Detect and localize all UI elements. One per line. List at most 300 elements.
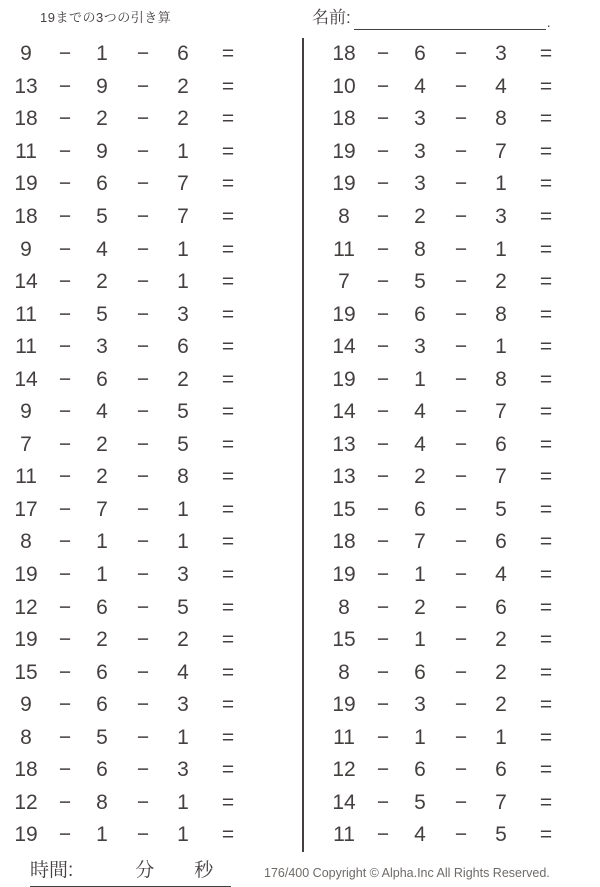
operand-2: 6 bbox=[414, 42, 426, 66]
operand-3: 5 bbox=[495, 823, 507, 847]
minus-sign: − bbox=[454, 823, 468, 847]
problem-row bbox=[2, 168, 304, 201]
equals-sign: = bbox=[221, 302, 235, 326]
operand-1: 18 bbox=[14, 205, 38, 228]
minus-sign: − bbox=[136, 270, 150, 294]
equals-sign: = bbox=[221, 693, 235, 717]
operand-2: 5 bbox=[414, 270, 426, 294]
minus-sign: − bbox=[454, 139, 468, 163]
minus-sign: − bbox=[136, 367, 150, 391]
minus-sign: − bbox=[58, 530, 72, 554]
operand-2: 2 bbox=[414, 595, 426, 619]
minus-sign: − bbox=[454, 660, 468, 684]
operand-1: 14 bbox=[332, 335, 356, 359]
problem-row bbox=[2, 429, 304, 462]
equals-sign: = bbox=[221, 628, 235, 652]
minus-sign: − bbox=[454, 758, 468, 782]
operand-2: 2 bbox=[96, 432, 108, 456]
problem-row bbox=[320, 168, 600, 201]
equals-sign: = bbox=[539, 563, 553, 587]
minus-sign: − bbox=[376, 367, 390, 391]
problem-row bbox=[2, 754, 304, 787]
problem-row bbox=[2, 559, 304, 592]
operand-3: 3 bbox=[177, 563, 189, 587]
operand-2: 2 bbox=[96, 628, 108, 652]
equals-sign: = bbox=[221, 660, 235, 684]
problems-area bbox=[0, 38, 600, 852]
operand-2: 2 bbox=[96, 465, 108, 489]
operand-3: 7 bbox=[177, 172, 189, 196]
minus-sign: − bbox=[58, 367, 72, 391]
minus-sign: − bbox=[58, 563, 72, 587]
problem-column-right bbox=[304, 38, 600, 852]
operand-1: 8 bbox=[20, 530, 32, 554]
problem-row bbox=[320, 689, 600, 722]
minus-sign: − bbox=[454, 367, 468, 391]
equals-sign: = bbox=[539, 465, 553, 489]
operand-2: 7 bbox=[96, 497, 108, 521]
equals-sign: = bbox=[221, 432, 235, 456]
minus-sign: − bbox=[454, 205, 468, 228]
operand-1: 9 bbox=[20, 42, 32, 66]
operand-2: 8 bbox=[96, 790, 108, 814]
minus-sign: − bbox=[376, 107, 390, 131]
operand-2: 6 bbox=[96, 693, 108, 717]
operand-2: 4 bbox=[96, 400, 108, 424]
minus-sign: − bbox=[58, 74, 72, 98]
equals-sign: = bbox=[221, 595, 235, 619]
operand-1: 19 bbox=[332, 172, 356, 196]
minus-sign: − bbox=[376, 237, 390, 261]
equals-sign: = bbox=[539, 823, 553, 847]
minus-sign: − bbox=[136, 107, 150, 131]
problem-row bbox=[320, 494, 600, 527]
operand-1: 12 bbox=[14, 790, 38, 814]
operand-1: 15 bbox=[332, 497, 356, 521]
operand-1: 18 bbox=[14, 758, 38, 782]
problem-row bbox=[320, 38, 600, 71]
name-field bbox=[312, 7, 551, 30]
time-field bbox=[30, 855, 231, 887]
minus-sign: − bbox=[376, 335, 390, 359]
operand-2: 5 bbox=[96, 725, 108, 749]
minus-sign: − bbox=[376, 660, 390, 684]
minus-sign: − bbox=[454, 74, 468, 98]
operand-3: 2 bbox=[495, 660, 507, 684]
operand-2: 6 bbox=[414, 758, 426, 782]
minus-sign: − bbox=[376, 595, 390, 619]
problem-row bbox=[2, 396, 304, 429]
minus-sign: − bbox=[376, 725, 390, 749]
operand-1: 12 bbox=[332, 758, 356, 782]
equals-sign: = bbox=[539, 758, 553, 782]
problem-row bbox=[320, 201, 600, 234]
equals-sign: = bbox=[539, 497, 553, 521]
operand-1: 14 bbox=[14, 367, 38, 391]
operand-3: 1 bbox=[177, 497, 189, 521]
problem-row bbox=[320, 136, 600, 169]
minus-sign: − bbox=[376, 205, 390, 228]
operand-2: 9 bbox=[96, 74, 108, 98]
minus-sign: − bbox=[136, 660, 150, 684]
minus-sign: − bbox=[136, 823, 150, 847]
equals-sign: = bbox=[221, 335, 235, 359]
operand-1: 7 bbox=[338, 270, 350, 294]
minus-sign: − bbox=[58, 823, 72, 847]
problem-row bbox=[320, 396, 600, 429]
equals-sign: = bbox=[221, 400, 235, 424]
minus-sign: − bbox=[376, 139, 390, 163]
operand-2: 3 bbox=[414, 107, 426, 131]
equals-sign: = bbox=[539, 335, 553, 359]
operand-1: 11 bbox=[333, 823, 355, 847]
minus-sign: − bbox=[58, 465, 72, 489]
equals-sign: = bbox=[221, 270, 235, 294]
worksheet-title: 19までの3つの引き算 bbox=[40, 10, 172, 25]
operand-2: 6 bbox=[96, 172, 108, 196]
minus-sign: − bbox=[136, 302, 150, 326]
minus-sign: − bbox=[136, 790, 150, 814]
name-blank-line bbox=[354, 8, 546, 30]
equals-sign: = bbox=[539, 107, 553, 131]
operand-2: 5 bbox=[96, 302, 108, 326]
minus-sign: − bbox=[136, 725, 150, 749]
minus-sign: − bbox=[136, 400, 150, 424]
minus-sign: − bbox=[58, 790, 72, 814]
minus-sign: − bbox=[58, 205, 72, 228]
problem-row bbox=[2, 363, 304, 396]
equals-sign: = bbox=[539, 74, 553, 98]
operand-1: 19 bbox=[332, 302, 356, 326]
operand-3: 1 bbox=[495, 725, 507, 749]
equals-sign: = bbox=[221, 465, 235, 489]
problem-row bbox=[320, 591, 600, 624]
name-line-period: . bbox=[546, 13, 551, 30]
operand-2: 1 bbox=[414, 725, 426, 749]
minus-sign: − bbox=[136, 172, 150, 196]
minus-sign: − bbox=[58, 693, 72, 717]
operand-1: 18 bbox=[332, 107, 356, 131]
operand-2: 1 bbox=[414, 367, 426, 391]
equals-sign: = bbox=[539, 172, 553, 196]
operand-2: 4 bbox=[414, 400, 426, 424]
minus-sign: − bbox=[376, 758, 390, 782]
problem-row bbox=[2, 201, 304, 234]
page-counter: 176/400 bbox=[264, 866, 310, 880]
equals-sign: = bbox=[221, 172, 235, 196]
operand-2: 6 bbox=[414, 660, 426, 684]
operand-2: 1 bbox=[96, 563, 108, 587]
minus-sign: − bbox=[454, 42, 468, 66]
operand-2: 1 bbox=[96, 823, 108, 847]
minus-sign: − bbox=[136, 563, 150, 587]
operand-3: 8 bbox=[495, 367, 507, 391]
operand-3: 6 bbox=[495, 432, 507, 456]
operand-3: 2 bbox=[177, 628, 189, 652]
operand-2: 2 bbox=[414, 465, 426, 489]
minus-sign: − bbox=[376, 790, 390, 814]
operand-3: 7 bbox=[495, 400, 507, 424]
minus-sign: − bbox=[58, 758, 72, 782]
operand-1: 9 bbox=[20, 237, 32, 261]
operand-3: 1 bbox=[177, 790, 189, 814]
minus-sign: − bbox=[136, 205, 150, 228]
operand-2: 3 bbox=[96, 335, 108, 359]
problem-row bbox=[2, 331, 304, 364]
operand-1: 11 bbox=[15, 465, 37, 489]
equals-sign: = bbox=[221, 42, 235, 66]
minus-sign: − bbox=[376, 432, 390, 456]
equals-sign: = bbox=[221, 139, 235, 163]
problem-row bbox=[2, 266, 304, 299]
minus-sign: − bbox=[454, 595, 468, 619]
operand-2: 4 bbox=[414, 823, 426, 847]
operand-3: 7 bbox=[495, 465, 507, 489]
minus-sign: − bbox=[454, 790, 468, 814]
operand-3: 6 bbox=[495, 530, 507, 554]
operand-1: 8 bbox=[20, 725, 32, 749]
operand-1: 11 bbox=[15, 139, 37, 163]
operand-3: 4 bbox=[177, 660, 189, 684]
problem-row bbox=[320, 363, 600, 396]
operand-3: 1 bbox=[177, 139, 189, 163]
operand-3: 5 bbox=[177, 400, 189, 424]
operand-2: 6 bbox=[96, 660, 108, 684]
minus-sign: − bbox=[136, 42, 150, 66]
operand-3: 5 bbox=[177, 595, 189, 619]
operand-3: 1 bbox=[177, 530, 189, 554]
operand-1: 12 bbox=[14, 595, 38, 619]
operand-1: 19 bbox=[332, 693, 356, 717]
minus-sign: − bbox=[454, 628, 468, 652]
operand-3: 3 bbox=[495, 205, 507, 228]
equals-sign: = bbox=[539, 139, 553, 163]
problem-row bbox=[320, 559, 600, 592]
minus-sign: − bbox=[58, 400, 72, 424]
problem-row bbox=[320, 233, 600, 266]
operand-1: 11 bbox=[15, 335, 37, 359]
problem-row bbox=[2, 461, 304, 494]
problem-row bbox=[320, 526, 600, 559]
minus-sign: − bbox=[454, 335, 468, 359]
operand-1: 11 bbox=[333, 725, 355, 749]
minus-sign: − bbox=[58, 237, 72, 261]
operand-2: 5 bbox=[96, 205, 108, 228]
equals-sign: = bbox=[539, 725, 553, 749]
operand-2: 8 bbox=[414, 237, 426, 261]
operand-3: 2 bbox=[177, 367, 189, 391]
operand-2: 3 bbox=[414, 693, 426, 717]
operand-3: 1 bbox=[495, 237, 507, 261]
operand-1: 10 bbox=[332, 74, 356, 98]
problem-row bbox=[320, 721, 600, 754]
minus-sign: − bbox=[136, 139, 150, 163]
problem-row bbox=[2, 721, 304, 754]
operand-3: 7 bbox=[495, 790, 507, 814]
operand-3: 1 bbox=[177, 270, 189, 294]
problem-row bbox=[2, 298, 304, 331]
operand-1: 19 bbox=[332, 367, 356, 391]
operand-1: 8 bbox=[338, 595, 350, 619]
minus-sign: − bbox=[376, 270, 390, 294]
problem-row bbox=[320, 819, 600, 852]
problem-row bbox=[2, 591, 304, 624]
equals-sign: = bbox=[221, 823, 235, 847]
equals-sign: = bbox=[539, 42, 553, 66]
problem-row bbox=[320, 266, 600, 299]
equals-sign: = bbox=[539, 367, 553, 391]
operand-3: 1 bbox=[495, 335, 507, 359]
equals-sign: = bbox=[221, 758, 235, 782]
operand-2: 6 bbox=[96, 758, 108, 782]
operand-1: 14 bbox=[14, 270, 38, 294]
operand-2: 2 bbox=[96, 270, 108, 294]
operand-2: 6 bbox=[414, 497, 426, 521]
minus-sign: − bbox=[136, 628, 150, 652]
minus-sign: − bbox=[376, 823, 390, 847]
minus-sign: − bbox=[454, 497, 468, 521]
minus-sign: − bbox=[376, 530, 390, 554]
minus-sign: − bbox=[58, 302, 72, 326]
equals-sign: = bbox=[539, 628, 553, 652]
equals-sign: = bbox=[539, 660, 553, 684]
problem-row bbox=[320, 461, 600, 494]
operand-1: 19 bbox=[332, 563, 356, 587]
minus-sign: − bbox=[136, 465, 150, 489]
operand-3: 6 bbox=[495, 758, 507, 782]
operand-1: 18 bbox=[14, 107, 38, 131]
operand-3: 8 bbox=[495, 107, 507, 131]
operand-2: 5 bbox=[414, 790, 426, 814]
operand-2: 4 bbox=[96, 237, 108, 261]
minus-sign: − bbox=[376, 497, 390, 521]
operand-3: 3 bbox=[177, 758, 189, 782]
equals-sign: = bbox=[221, 725, 235, 749]
equals-sign: = bbox=[539, 693, 553, 717]
operand-2: 3 bbox=[414, 335, 426, 359]
minus-sign: − bbox=[58, 172, 72, 196]
problem-row bbox=[2, 656, 304, 689]
operand-2: 1 bbox=[414, 563, 426, 587]
copyright-line bbox=[264, 866, 550, 880]
minus-sign: − bbox=[136, 497, 150, 521]
operand-1: 19 bbox=[14, 628, 38, 652]
minus-sign: − bbox=[454, 725, 468, 749]
operand-3: 2 bbox=[495, 628, 507, 652]
problem-row bbox=[320, 331, 600, 364]
operand-2: 6 bbox=[414, 302, 426, 326]
equals-sign: = bbox=[221, 74, 235, 98]
operand-1: 13 bbox=[332, 465, 356, 489]
operand-2: 4 bbox=[414, 74, 426, 98]
equals-sign: = bbox=[221, 790, 235, 814]
problem-row bbox=[2, 233, 304, 266]
problem-row bbox=[320, 787, 600, 820]
problem-row bbox=[2, 38, 304, 71]
operand-2: 1 bbox=[96, 42, 108, 66]
operand-1: 15 bbox=[332, 628, 356, 652]
minutes-label: 分 bbox=[135, 860, 155, 881]
minus-sign: − bbox=[454, 563, 468, 587]
operand-3: 5 bbox=[495, 497, 507, 521]
equals-sign: = bbox=[221, 205, 235, 228]
operand-1: 11 bbox=[15, 302, 37, 326]
operand-2: 1 bbox=[96, 530, 108, 554]
minus-sign: − bbox=[58, 628, 72, 652]
minus-sign: − bbox=[376, 693, 390, 717]
operand-2: 2 bbox=[414, 205, 426, 228]
problem-row bbox=[320, 656, 600, 689]
problem-row bbox=[2, 494, 304, 527]
minus-sign: − bbox=[136, 595, 150, 619]
equals-sign: = bbox=[539, 270, 553, 294]
operand-3: 1 bbox=[177, 823, 189, 847]
problem-row bbox=[2, 103, 304, 136]
operand-2: 9 bbox=[96, 139, 108, 163]
operand-1: 14 bbox=[332, 790, 356, 814]
problem-row bbox=[320, 754, 600, 787]
equals-sign: = bbox=[221, 367, 235, 391]
operand-3: 8 bbox=[495, 302, 507, 326]
operand-1: 8 bbox=[338, 660, 350, 684]
operand-2: 3 bbox=[414, 172, 426, 196]
minus-sign: − bbox=[136, 237, 150, 261]
minus-sign: − bbox=[58, 335, 72, 359]
minus-sign: − bbox=[376, 172, 390, 196]
minus-sign: − bbox=[58, 595, 72, 619]
operand-1: 18 bbox=[332, 530, 356, 554]
operand-3: 6 bbox=[177, 335, 189, 359]
operand-3: 8 bbox=[177, 465, 189, 489]
problem-row bbox=[2, 71, 304, 104]
minus-sign: − bbox=[454, 530, 468, 554]
operand-3: 6 bbox=[495, 595, 507, 619]
operand-3: 2 bbox=[177, 74, 189, 98]
operand-1: 13 bbox=[332, 432, 356, 456]
minus-sign: − bbox=[136, 74, 150, 98]
problem-row bbox=[2, 136, 304, 169]
name-label: 名前: bbox=[312, 8, 351, 27]
equals-sign: = bbox=[539, 400, 553, 424]
operand-2: 4 bbox=[414, 432, 426, 456]
operand-3: 3 bbox=[177, 302, 189, 326]
minus-sign: − bbox=[58, 497, 72, 521]
operand-3: 6 bbox=[177, 42, 189, 66]
equals-sign: = bbox=[539, 790, 553, 814]
problem-row bbox=[320, 624, 600, 657]
equals-sign: = bbox=[221, 107, 235, 131]
operand-2: 3 bbox=[414, 139, 426, 163]
minus-sign: − bbox=[136, 693, 150, 717]
operand-3: 2 bbox=[177, 107, 189, 131]
equals-sign: = bbox=[221, 497, 235, 521]
problem-column-left bbox=[0, 38, 304, 852]
problem-row bbox=[2, 819, 304, 852]
problem-row bbox=[2, 689, 304, 722]
minus-sign: − bbox=[58, 270, 72, 294]
operand-1: 9 bbox=[20, 400, 32, 424]
minus-sign: − bbox=[454, 237, 468, 261]
operand-1: 7 bbox=[20, 432, 32, 456]
minus-sign: − bbox=[376, 628, 390, 652]
minus-sign: − bbox=[454, 172, 468, 196]
operand-1: 13 bbox=[14, 74, 38, 98]
minus-sign: − bbox=[58, 660, 72, 684]
operand-1: 17 bbox=[14, 497, 38, 521]
minus-sign: − bbox=[136, 758, 150, 782]
operand-1: 15 bbox=[14, 660, 38, 684]
equals-sign: = bbox=[221, 237, 235, 261]
